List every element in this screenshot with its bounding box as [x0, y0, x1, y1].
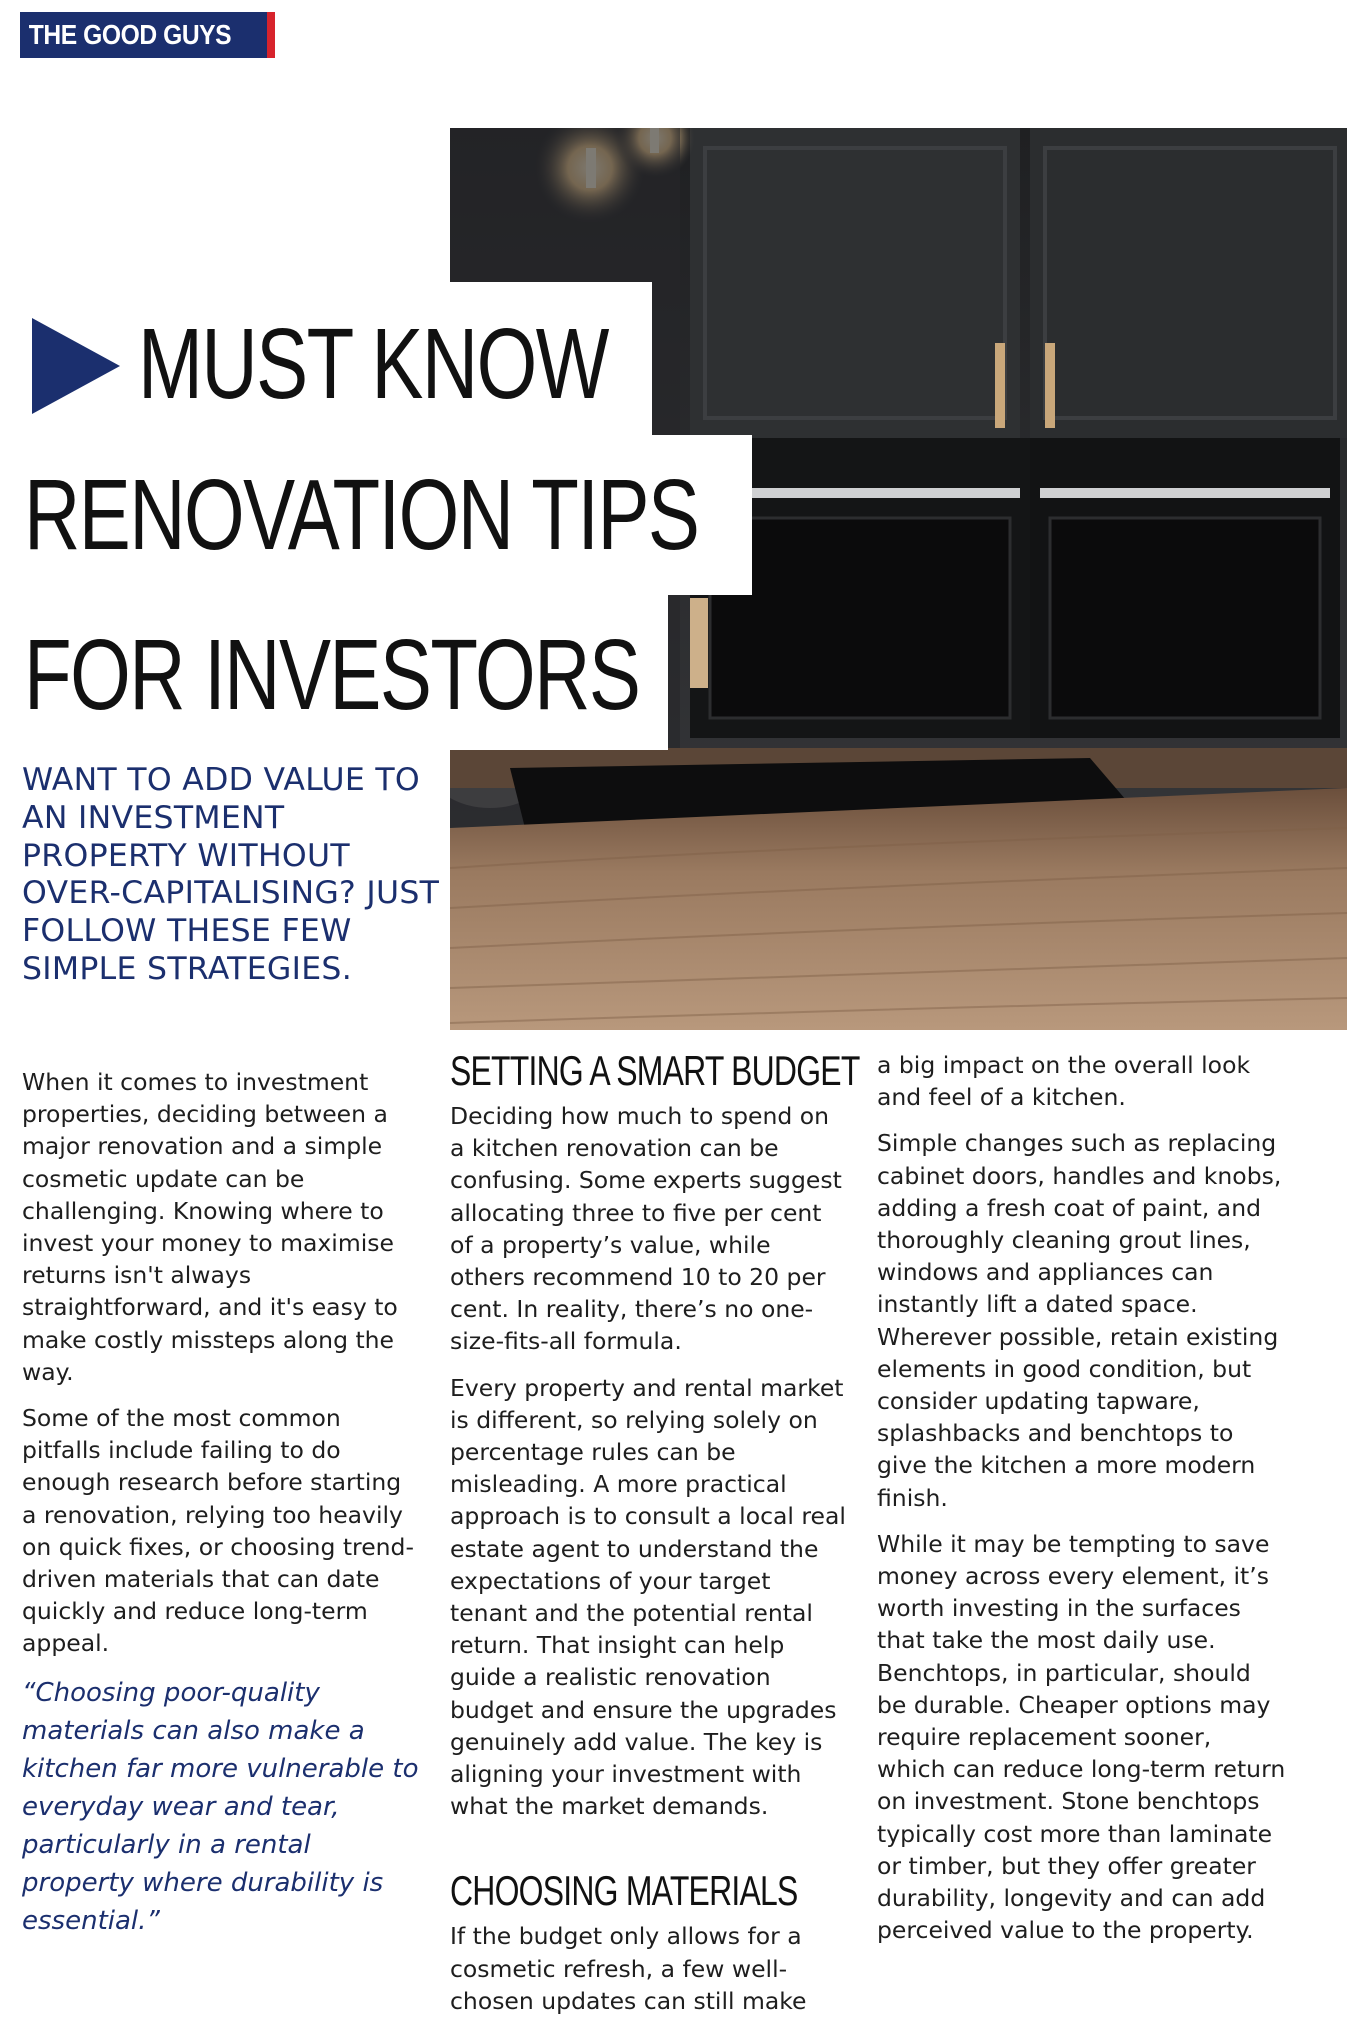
article-column-1: [22, 1066, 422, 1954]
paragraph: Simple changes such as replacing cabinet doors, handles and knobs, adding a fresh coat of paint, and thoroughly cleaning grout lines, windows and appliances can instantly lift a dated space. Wherever possible, retain existing elements in good condition, but consider updating tapware, splashbacks and benchtops to give the kitchen a more modern finish.: [877, 1129, 1282, 1512]
brand-logo: [20, 12, 275, 58]
article-column-2: [450, 1047, 860, 2031]
section-heading-text: CHOOSING MATERIALS: [450, 1867, 798, 1915]
logo-text: THE GOOD GUYS: [28, 19, 232, 50]
paragraph: When it comes to investment properties, deciding between a major renovation and a simple cosmetic update can be challenging. Knowing where to invest your money to maximise returns isn't always straightforward, and it's easy to make costly missteps along the way.: [22, 1068, 398, 1386]
headline-text-3: FOR INVESTORS: [24, 619, 640, 731]
paragraph: While it may be tempting to save money across every element, it’s worth investing in the surfaces that take the most daily use. Benchtops, in particular, should be durable. Cheaper options may require replacement sooner, which can reduce long-term return on investment. Stone benchtops typically cost more than laminate or timber, but they offer greater durability, longevity and can add perceived value to the property.: [877, 1529, 1286, 1945]
headline-line-3: [0, 595, 668, 750]
pull-quote: “Choosing poor-quality materials can also make a kitchen far more vulnerable to everyday wear and tear, particularly in a rental property where durability is essential.”: [22, 1677, 419, 1936]
headline-line-2: [0, 435, 752, 595]
paragraph: Some of the most common pitfalls include failing to do enough research before starting a renovation, relying too heavily on quick fixes, or choosing trend-driven materials that can date quickly and reduce long-term appeal.: [22, 1404, 414, 1658]
paragraph: Every property and rental market is different, so relying solely on percentage rules can be misleading. A more practical approach is to consult a local real estate agent to understand the expectations of your target tenant and the potential rental return. That insight can help guide a realistic renovation budget and ensure the upgrades genuinely add value. The key is aligning your investment with what the market demands.: [450, 1373, 846, 1821]
section-heading-text: SETTING A SMART BUDGET: [450, 1047, 860, 1094]
article-column-3: [877, 1049, 1287, 1960]
intro-standfirst: WANT TO ADD VALUE TO AN INVESTMENT PROPERTY WITHOUT OVER-CAPITALISING? JUST FOLLOW THESE FEW SIMPLE STRATEGIES.: [22, 762, 440, 987]
paragraph: Deciding how much to spend on a kitchen renovation can be confusing. Some experts suggest allocating three to five per cent of a property’s value, while others recommend 10 to 20 per cent. In reality, there’s no one-size-fits-all formula.: [450, 1102, 842, 1356]
headline-text-2: RENOVATION TIPS: [24, 459, 699, 571]
paragraph: a big impact on the overall look and feel of a kitchen.: [877, 1051, 1251, 1112]
section-heading-materials: [450, 1867, 850, 1915]
play-arrow-icon: [32, 318, 120, 414]
section-heading-budget: [450, 1047, 860, 1094]
logo-red-bar: [267, 12, 275, 58]
paragraph: If the budget only allows for a cosmetic refresh, a few well-chosen updates can still make: [450, 1922, 807, 2015]
headline-text-1: MUST KNOW: [138, 308, 608, 420]
